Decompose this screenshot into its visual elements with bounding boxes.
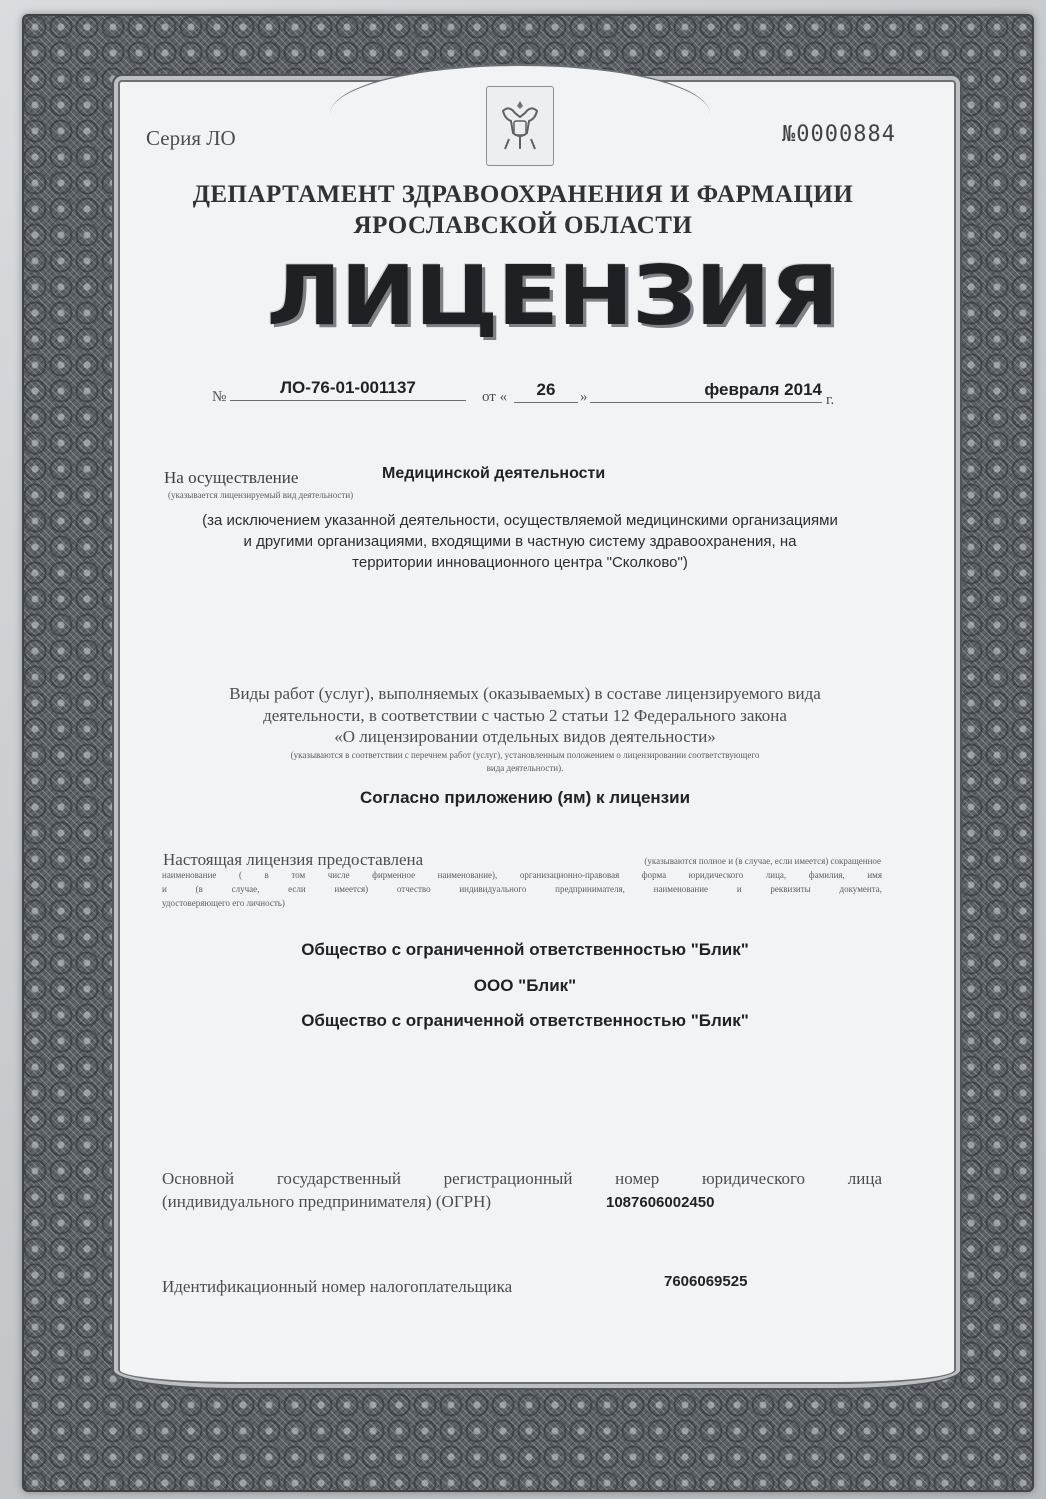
double-headed-eagle-icon [495,95,545,157]
from-label: от « [482,389,508,405]
licensee-hint-line1: (указываются полное и (в случае, если имеется) сокращенное [644,856,881,866]
department-name-line1: ДЕПАРТАМЕНТ ЗДРАВООХРАНЕНИЯ И ФАРМАЦИИ [192,181,854,208]
works-hint-line1: (указываются в соответствии с перечнем работ (услуг), установленным положением о лицензировании соответствующего [290,750,760,760]
day-close-quote: » [580,389,588,405]
license-month-year: февраля 2014 [590,380,822,403]
inn-value: 7606069525 [664,1273,748,1290]
activity-exception-line3: территории инновационного центра "Сколково") [352,554,688,571]
works-line2: деятельности, в соответствии с частью 2 статьи 12 Федерального закона [263,706,787,725]
licensee-hint-line3: и (в случае, если имеется) отчество индивидуального предпринимателя, наименование и реквизиты документа, [162,884,882,894]
activity-label: На осуществление [164,468,299,487]
activity-exception-line1: (за исключением указанной деятельности, осуществляемой медицинскими организациями [202,512,838,529]
licensee-hint-line4: удостоверяющего его личность) [162,898,285,908]
licensee-hint-line2: наименование ( в том числе фирменное наименование), организационно-правовая форма юридического лица, фамилия, имя [162,870,882,880]
document-title: ЛИЦЕНЗИЯ [266,249,838,344]
license-number: ЛО-76-01-001137 [230,378,466,401]
activity-value: Медицинской деятельности [382,465,606,482]
works-hint-line2: вида деятельности). [486,763,564,773]
ogrn-label-line1: Основной государственный регистрационный номер юридического лица [162,1169,882,1188]
license-day: 26 [514,380,578,403]
works-line3: «О лицензировании отдельных видов деятельности» [334,727,716,746]
activity-hint: (указывается лицензируемый вид деятельности) [168,490,354,500]
department-name-line2: ЯРОСЛАВСКОЙ ОБЛАСТИ [353,212,693,239]
activity-exception-line2: и другими организациями, входящими в частную систему здравоохранения, на [243,533,797,550]
ogrn-label-line2: (индивидуального предпринимателя) (ОГРН) [162,1192,492,1211]
licensee-brand-name: Общество с ограниченной ответственностью "Блик" [301,1011,749,1030]
inn-label: Идентификационный номер налогоплательщика [162,1277,513,1296]
works-value: Согласно приложению (ям) к лицензии [359,788,691,807]
ogrn-value: 1087606002450 [606,1194,715,1211]
series-label: Серия ЛО [146,126,236,150]
licensee-label: Настоящая лицензия предоставлена [163,850,424,869]
year-suffix: г. [826,392,835,408]
coat-of-arms-icon [486,86,554,166]
licensee-full-name: Общество с ограниченной ответственностью "Блик" [301,940,749,959]
serial-number: №0000884 [782,122,896,147]
licensee-short-name: ООО "Блик" [473,976,577,995]
works-line1: Виды работ (услуг), выполняемых (оказываемых) в составе лицензируемого вида [229,684,821,703]
number-sign: № [212,389,227,405]
